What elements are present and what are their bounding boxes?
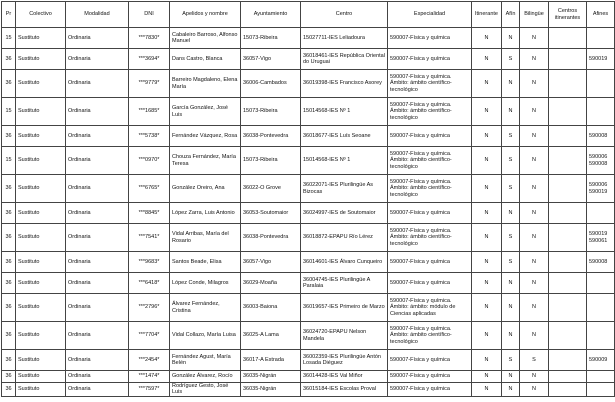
cell-itinerante: N — [472, 28, 502, 49]
cell-especialidad: 590007-Física y química. Ámbito: ámbito científico-tecnológico — [388, 70, 472, 98]
header-centro: Centro — [301, 2, 388, 28]
cell-itinerante: N — [472, 383, 502, 397]
cell-afin: N — [502, 203, 520, 224]
table-row — [2, 175, 615, 203]
cell-afin: N — [502, 70, 520, 98]
cell-afin: N — [502, 371, 520, 383]
cell-colectivo: Sustituto — [16, 371, 66, 383]
cell-ayuntamiento: 36035-Nigrán — [241, 371, 301, 383]
cell-dni: ***9683* — [129, 252, 170, 273]
cell-nombre: González Álvarez, Rocío — [170, 371, 241, 383]
cell-pr: 15 — [2, 98, 16, 126]
cell-bilingue: N — [520, 224, 549, 252]
cell-centros-itinerantes — [549, 147, 587, 175]
cell-colectivo: Sustituto — [16, 126, 66, 147]
cell-especialidad: 590007-Física y química — [388, 371, 472, 383]
header-especialidad: Especialidad — [388, 2, 472, 28]
cell-modalidad: Ordinaria — [66, 252, 129, 273]
table-row — [2, 322, 615, 350]
cell-pr: 36 — [2, 322, 16, 350]
cell-centros-itinerantes — [549, 70, 587, 98]
cell-bilingue: N — [520, 371, 549, 383]
cell-centros-itinerantes — [549, 126, 587, 147]
header-modalidad: Modalidad — [66, 2, 129, 28]
table-row — [2, 147, 615, 175]
cell-dni: ***1685* — [129, 98, 170, 126]
cell-dni: ***3694* — [129, 49, 170, 70]
cell-centro: 36004745-IES Plurilingüe A Paralaia — [301, 273, 388, 294]
cell-colectivo: Sustituto — [16, 294, 66, 322]
table-row — [2, 224, 615, 252]
cell-especialidad: 590007-Física y química. Ámbito: ámbito científico-tecnológico — [388, 224, 472, 252]
cell-centros-itinerantes — [549, 98, 587, 126]
table-row — [2, 350, 615, 371]
cell-afines — [587, 371, 615, 383]
cell-afines: 590008 — [587, 126, 615, 147]
cell-dni: ***2454* — [129, 350, 170, 371]
cell-ayuntamiento: 15073-Ribeira — [241, 147, 301, 175]
cell-afin: S — [502, 175, 520, 203]
cell-especialidad: 590007-Física y química. Ámbito: ámbito científico-tecnológico — [388, 98, 472, 126]
table-row — [2, 252, 615, 273]
cell-itinerante: N — [472, 70, 502, 98]
cell-afin: S — [502, 252, 520, 273]
cell-ayuntamiento: 36038-Pontevedra — [241, 224, 301, 252]
cell-afin: N — [502, 383, 520, 397]
cell-nombre: Fernández Agust, María Belén — [170, 350, 241, 371]
cell-colectivo: Sustituto — [16, 147, 66, 175]
cell-modalidad: Ordinaria — [66, 273, 129, 294]
cell-modalidad: Ordinaria — [66, 175, 129, 203]
cell-dni: ***7597* — [129, 383, 170, 397]
cell-centros-itinerantes — [549, 203, 587, 224]
table-row — [2, 98, 615, 126]
cell-afin: S — [502, 126, 520, 147]
cell-centros-itinerantes — [549, 49, 587, 70]
cell-itinerante: N — [472, 49, 502, 70]
cell-dni: ***9779* — [129, 70, 170, 98]
cell-bilingue: N — [520, 70, 549, 98]
cell-afines — [587, 383, 615, 397]
cell-nombre: Cabaleiro Barroso, Alfonso Manuel — [170, 28, 241, 49]
header-dni: DNI — [129, 2, 170, 28]
cell-itinerante: N — [472, 147, 502, 175]
cell-ayuntamiento: 15073-Ribeira — [241, 28, 301, 49]
cell-pr: 36 — [2, 126, 16, 147]
cell-bilingue: N — [520, 49, 549, 70]
cell-itinerante: N — [472, 371, 502, 383]
cell-dni: ***2796* — [129, 294, 170, 322]
cell-pr: 36 — [2, 294, 16, 322]
cell-pr: 36 — [2, 350, 16, 371]
cell-colectivo: Sustituto — [16, 224, 66, 252]
cell-itinerante: N — [472, 294, 502, 322]
cell-ayuntamiento: 15073-Ribeira — [241, 98, 301, 126]
cell-especialidad: 590007-Física y química. Ámbito: ámbito: módulo de Ciencias aplicadas — [388, 294, 472, 322]
cell-centros-itinerantes — [549, 252, 587, 273]
cell-itinerante: N — [472, 203, 502, 224]
cell-centro: 36014601-IES Álvaro Cunqueiro — [301, 252, 388, 273]
cell-nombre: Santos Beade, Elisa — [170, 252, 241, 273]
cell-nombre: López Zarra, Luis Antonio — [170, 203, 241, 224]
cell-centro: 36002359-IES Plurilingüe Antón Losada Diéguez — [301, 350, 388, 371]
cell-modalidad: Ordinaria — [66, 322, 129, 350]
header-colectivo: Colectivo — [16, 2, 66, 28]
table-row — [2, 70, 615, 98]
cell-bilingue: N — [520, 322, 549, 350]
cell-ayuntamiento: 36057-Vigo — [241, 49, 301, 70]
cell-dni: ***7830* — [129, 28, 170, 49]
cell-bilingue: N — [520, 252, 549, 273]
cell-afines: 590009 — [587, 350, 615, 371]
cell-ayuntamiento: 36006-Cambados — [241, 70, 301, 98]
cell-especialidad: 590007-Física y química — [388, 350, 472, 371]
cell-afines: 590019 — [587, 49, 615, 70]
cell-pr: 36 — [2, 252, 16, 273]
cell-itinerante: N — [472, 252, 502, 273]
cell-dni: ***8845* — [129, 203, 170, 224]
cell-pr: 36 — [2, 49, 16, 70]
cell-especialidad: 590007-Física y química — [388, 252, 472, 273]
header-bilingue: Bilingüe — [520, 2, 549, 28]
cell-itinerante: N — [472, 126, 502, 147]
cell-ayuntamiento: 36017-A Estrada — [241, 350, 301, 371]
cell-dni: ***6765* — [129, 175, 170, 203]
cell-colectivo: Sustituto — [16, 49, 66, 70]
cell-centro: 36018461-IES República Oriental do Uruguai — [301, 49, 388, 70]
cell-ayuntamiento: 36022-O Grove — [241, 175, 301, 203]
header-nombre: Apelidos y nombre — [170, 2, 241, 28]
cell-afin: N — [502, 28, 520, 49]
cell-afines — [587, 322, 615, 350]
cell-bilingue: N — [520, 175, 549, 203]
cell-afines — [587, 98, 615, 126]
cell-afin: N — [502, 273, 520, 294]
cell-especialidad: 590007-Física y química. Ámbito: ámbito científico-tecnológico — [388, 175, 472, 203]
cell-colectivo: Sustituto — [16, 383, 66, 397]
cell-colectivo: Sustituto — [16, 203, 66, 224]
cell-modalidad: Ordinaria — [66, 383, 129, 397]
header-afines: Afines — [587, 2, 615, 28]
cell-dni: ***1474* — [129, 371, 170, 383]
cell-nombre: García González, José Luis — [170, 98, 241, 126]
cell-modalidad: Ordinaria — [66, 126, 129, 147]
cell-modalidad: Ordinaria — [66, 98, 129, 126]
cell-itinerante: N — [472, 350, 502, 371]
cell-afin: N — [502, 322, 520, 350]
table-row — [2, 383, 615, 397]
cell-bilingue: N — [520, 273, 549, 294]
table-row — [2, 126, 615, 147]
cell-dni: ***0970* — [129, 147, 170, 175]
cell-itinerante: N — [472, 273, 502, 294]
table-row — [2, 294, 615, 322]
header-itinerante: Itinerante — [472, 2, 502, 28]
cell-colectivo: Sustituto — [16, 175, 66, 203]
table-row — [2, 49, 615, 70]
cell-nombre: Álvarez Fernández, Cristina — [170, 294, 241, 322]
cell-centro: 36015184-IES Escolas Proval — [301, 383, 388, 397]
cell-nombre: Chouza Fernández, María Teresa — [170, 147, 241, 175]
cell-itinerante: N — [472, 224, 502, 252]
cell-afin: N — [502, 294, 520, 322]
cell-nombre: Vidal Collazo, María Luisa — [170, 322, 241, 350]
cell-pr: 15 — [2, 28, 16, 49]
cell-especialidad: 590007-Física y química — [388, 203, 472, 224]
cell-pr: 36 — [2, 273, 16, 294]
cell-colectivo: Sustituto — [16, 350, 66, 371]
table-row — [2, 203, 615, 224]
cell-bilingue: N — [520, 383, 549, 397]
cell-afines: 590006 590008 — [587, 147, 615, 175]
cell-afin: N — [502, 98, 520, 126]
cell-bilingue: S — [520, 350, 549, 371]
cell-bilingue: N — [520, 28, 549, 49]
cell-pr: 36 — [2, 383, 16, 397]
cell-centros-itinerantes — [549, 322, 587, 350]
cell-afines — [587, 70, 615, 98]
cell-dni: ***6418* — [129, 273, 170, 294]
cell-afines: 590006 590019 — [587, 175, 615, 203]
cell-modalidad: Ordinaria — [66, 350, 129, 371]
cell-afines — [587, 294, 615, 322]
cell-centros-itinerantes — [549, 371, 587, 383]
cell-afin: S — [502, 224, 520, 252]
cell-centro: 36019398-IES Francisco Asorey — [301, 70, 388, 98]
cell-modalidad: Ordinaria — [66, 28, 129, 49]
cell-especialidad: 590007-Física y química — [388, 273, 472, 294]
cell-modalidad: Ordinaria — [66, 294, 129, 322]
table-row — [2, 371, 615, 383]
header-pr: Pr — [2, 2, 16, 28]
cell-pr: 36 — [2, 203, 16, 224]
cell-especialidad: 590007-Física y química — [388, 126, 472, 147]
assignments-table — [1, 1, 615, 397]
cell-modalidad: Ordinaria — [66, 70, 129, 98]
header-afin: Afín — [502, 2, 520, 28]
cell-colectivo: Sustituto — [16, 252, 66, 273]
cell-nombre: Dans Castro, Blanca — [170, 49, 241, 70]
cell-bilingue: N — [520, 147, 549, 175]
cell-ayuntamiento: 36053-Soutomaior — [241, 203, 301, 224]
cell-pr: 15 — [2, 147, 16, 175]
cell-centro: 36018677-IES Luís Seoane — [301, 126, 388, 147]
table-row — [2, 273, 615, 294]
cell-pr: 36 — [2, 371, 16, 383]
cell-ayuntamiento: 36035-Nigrán — [241, 383, 301, 397]
cell-centros-itinerantes — [549, 294, 587, 322]
cell-afines — [587, 273, 615, 294]
cell-centro: 36014428-IES Val Miñor — [301, 371, 388, 383]
cell-bilingue: N — [520, 203, 549, 224]
cell-pr: 36 — [2, 70, 16, 98]
cell-colectivo: Sustituto — [16, 322, 66, 350]
cell-ayuntamiento: 36003-Baiona — [241, 294, 301, 322]
cell-especialidad: 590007-Física y química. Ámbito: ámbito científico-tecnológico — [388, 147, 472, 175]
cell-itinerante: N — [472, 98, 502, 126]
cell-centro: 36018872-EPAPU Río Lérez — [301, 224, 388, 252]
cell-bilingue: N — [520, 98, 549, 126]
cell-nombre: Vidal Arribas, María del Rosario — [170, 224, 241, 252]
cell-afin: S — [502, 147, 520, 175]
cell-centros-itinerantes — [549, 28, 587, 49]
cell-afines — [587, 203, 615, 224]
cell-especialidad: 590007-Física y química — [388, 383, 472, 397]
cell-centro: 15014568-IES Nº 1 — [301, 147, 388, 175]
cell-dni: ***5738* — [129, 126, 170, 147]
cell-colectivo: Sustituto — [16, 28, 66, 49]
cell-pr: 36 — [2, 175, 16, 203]
cell-dni: ***7704* — [129, 322, 170, 350]
cell-itinerante: N — [472, 322, 502, 350]
cell-centro: 36024997-IES de Soutomaior — [301, 203, 388, 224]
cell-ayuntamiento: 36025-A Lama — [241, 322, 301, 350]
cell-centro: 36019657-IES Primeiro de Marzo — [301, 294, 388, 322]
cell-colectivo: Sustituto — [16, 273, 66, 294]
cell-nombre: González Oreiro, Ana — [170, 175, 241, 203]
cell-centro: 36024720-EPAPU Nelson Mandela — [301, 322, 388, 350]
cell-centros-itinerantes — [549, 350, 587, 371]
cell-centros-itinerantes — [549, 273, 587, 294]
cell-colectivo: Sustituto — [16, 98, 66, 126]
cell-itinerante: N — [472, 175, 502, 203]
cell-ayuntamiento: 36029-Moaña — [241, 273, 301, 294]
cell-ayuntamiento: 36038-Pontevedra — [241, 126, 301, 147]
cell-centro: 15027711-IES Leliadoura — [301, 28, 388, 49]
cell-modalidad: Ordinaria — [66, 49, 129, 70]
cell-colectivo: Sustituto — [16, 70, 66, 98]
cell-nombre: Barreiro Magdaleno, Elena María — [170, 70, 241, 98]
cell-centro: 36022071-IES Plurilingüe As Bizocas — [301, 175, 388, 203]
cell-especialidad: 590007-Física y química. Ámbito: ámbito científico-tecnológico — [388, 322, 472, 350]
cell-centros-itinerantes — [549, 224, 587, 252]
cell-especialidad: 590007-Física y química — [388, 49, 472, 70]
cell-bilingue: N — [520, 294, 549, 322]
cell-centros-itinerantes — [549, 383, 587, 397]
header-centros-itinerantes: Centros itinerantes — [549, 2, 587, 28]
table-body — [2, 28, 615, 397]
cell-modalidad: Ordinaria — [66, 224, 129, 252]
cell-nombre: López Conde, Milagros — [170, 273, 241, 294]
cell-bilingue: N — [520, 126, 549, 147]
cell-afin: S — [502, 350, 520, 371]
cell-modalidad: Ordinaria — [66, 371, 129, 383]
table-row — [2, 28, 615, 49]
cell-pr: 36 — [2, 224, 16, 252]
cell-modalidad: Ordinaria — [66, 203, 129, 224]
cell-dni: ***7541* — [129, 224, 170, 252]
cell-nombre: Fernández Vázquez, Rosa — [170, 126, 241, 147]
cell-modalidad: Ordinaria — [66, 147, 129, 175]
cell-afines: 590019 590061 — [587, 224, 615, 252]
header-row — [2, 2, 615, 28]
cell-nombre: Rodríguez Gesto, José Luis — [170, 383, 241, 397]
cell-centro: 15014568-IES Nº 1 — [301, 98, 388, 126]
cell-centros-itinerantes — [549, 175, 587, 203]
cell-afin: S — [502, 49, 520, 70]
cell-especialidad: 590007-Física y química — [388, 28, 472, 49]
cell-afines: 590008 — [587, 252, 615, 273]
cell-ayuntamiento: 36057-Vigo — [241, 252, 301, 273]
header-ayuntamiento: Ayuntamiento — [241, 2, 301, 28]
cell-afines — [587, 28, 615, 49]
